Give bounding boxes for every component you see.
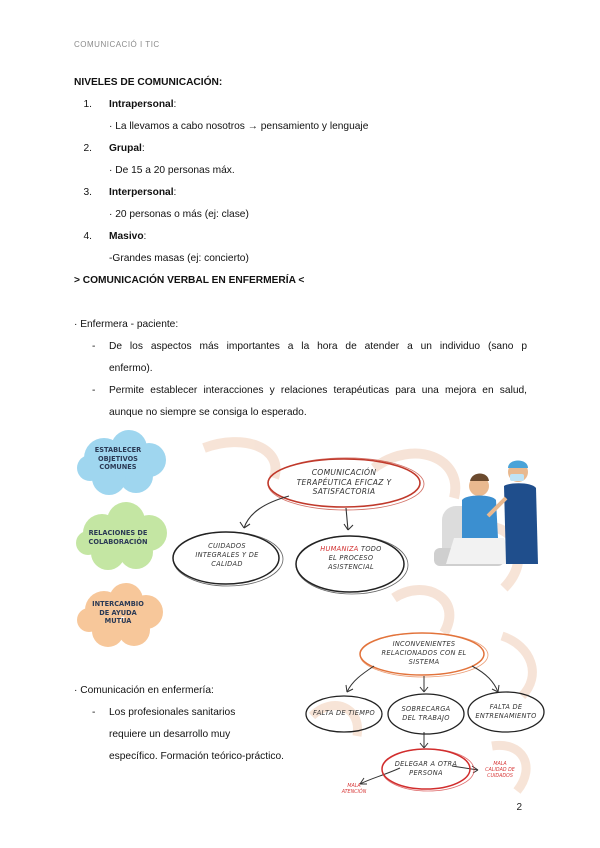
bad-attention-line-2: ATENCIÓN [341, 790, 367, 795]
bad-quality-text [480, 762, 520, 780]
item-lack-time [308, 709, 380, 718]
system-main-text [370, 640, 478, 667]
bad-attention-text [336, 784, 372, 796]
cloud-blue-label [88, 446, 148, 472]
cloud-green-label [84, 529, 152, 546]
level-2-description: · De 15 a 20 personas máx. [109, 165, 235, 176]
bullet-1-dash: - [92, 341, 96, 352]
cloud-orange-line-2: DE AYUDA [99, 608, 137, 617]
system-main-line-2: RELACIONADOS CON EL [381, 649, 467, 657]
delegate-line-1: DELEGAR A OTRA [394, 760, 458, 768]
cloud-orange-line-3: MUTUA [104, 617, 132, 625]
right-node-highlight: HUMANIZA [320, 545, 359, 553]
section-title: > COMUNICACIÓN VERBAL EN ENFERMERÍA < [74, 275, 305, 286]
level-4-colon: : [143, 231, 147, 242]
item-lack-training-line-1: FALTA DE [489, 703, 523, 711]
left-node-line-1: CUIDADOS [208, 542, 246, 550]
right-node-line-1 [306, 545, 396, 554]
item-overload-line-1: SOBRECARGA [401, 705, 451, 713]
system-main-line-1: INCONVENIENTES [392, 640, 456, 648]
system-main-line-3: SISTEMA [408, 658, 440, 666]
cloud-blue-line-2: OBJETIVOS [98, 454, 138, 463]
main-node-line-2: TERAPÉUTICA EFICAZ Y [296, 477, 392, 487]
levels-title: NIVELES DE COMUNICACIÓN: [74, 77, 223, 88]
level-3-number: 3. [83, 187, 92, 198]
left-node-text [186, 542, 268, 569]
level-2-label: Grupal [109, 143, 142, 154]
right-node-text [306, 545, 396, 572]
level-1-heading [109, 98, 176, 111]
level-2-colon: : [141, 143, 145, 154]
bullet-1-line-2: enfermo). [109, 363, 153, 374]
right-node-rest: TODO [358, 545, 382, 553]
bullet-2-line-2: aunque no siempre se consiga lo esperado. [109, 407, 307, 418]
level-1-colon: : [173, 99, 177, 110]
communication-line-2: requiere un desarrollo muy [109, 729, 231, 740]
therapeutic-diagram [74, 428, 544, 648]
level-3-heading [109, 186, 176, 199]
page-number: 2 [516, 802, 522, 813]
system-problems-diagram [302, 626, 546, 800]
main-node-line-1: COMUNICACIÓN [311, 468, 377, 477]
level-2-heading [109, 142, 145, 155]
main-node-line-3: SATISFACTORIA [312, 487, 376, 496]
communication-heading: · Comunicación en enfermería: [74, 685, 214, 696]
item-lack-training [470, 703, 542, 721]
delegate-line-2: PERSONA [409, 769, 443, 777]
bullet-2-line-1: Permite establecer interacciones y relaciones terapéuticas para una mejora en salud, [109, 385, 527, 396]
communication-line-3: específico. Formación teórico-práctico. [109, 751, 284, 762]
bad-attention-line-1: MALA [347, 784, 361, 789]
communication-line-1: Los profesionales sanitarios [109, 707, 236, 718]
cloud-orange-label [88, 600, 148, 626]
cloud-blue-line-1: ESTABLECER [94, 446, 142, 454]
delegate-text [388, 760, 464, 778]
main-node-text [274, 468, 414, 497]
bullet-2-dash: - [92, 385, 96, 396]
right-node-line-3: ASISTENCIAL [328, 563, 374, 571]
level-3-label: Interpersonal [109, 187, 174, 198]
level-4-heading [109, 230, 146, 243]
bad-quality-line-3: CUIDADOS [487, 774, 513, 779]
level-4-label: Masivo [109, 231, 144, 242]
right-node-line-2: EL PROCESO [328, 554, 374, 562]
running-header: COMUNICACIÓ I TIC [74, 40, 160, 49]
bad-quality-line-1: MALA [493, 762, 507, 767]
item-lack-time-line-1: FALTA DE TIEMPO [312, 709, 375, 717]
bullet-1-line-1: De los aspectos más importantes a la hora de atender a un individuo (sano p [109, 341, 527, 352]
communication-dash: - [92, 707, 96, 718]
cloud-green-line-2: COLABORACIÓN [88, 537, 148, 546]
left-node-line-3: CALIDAD [211, 560, 243, 568]
level-1-description: · La llevamos a cabo nosotros → pensamiento y lenguaje [109, 121, 369, 132]
level-4-number: 4. [83, 231, 92, 242]
left-node-line-2: INTEGRALES Y DE [195, 551, 259, 559]
level-1-number: 1. [83, 99, 92, 110]
level-3-description: · 20 personas o más (ej: clase) [109, 209, 249, 220]
level-4-description: -Grandes masas (ej: concierto) [109, 253, 249, 264]
cloud-green-line-1: RELACIONES DE [88, 529, 148, 537]
item-overload [392, 705, 460, 723]
item-overload-line-2: DEL TRABAJO [402, 714, 450, 722]
cloud-blue-line-3: COMUNES [99, 463, 137, 471]
bad-quality-line-2: CALIDAD DE [485, 768, 515, 773]
cloud-orange-line-1: INTERCAMBIO [92, 600, 144, 608]
level-2-number: 2. [83, 143, 92, 154]
level-1-label: Intrapersonal [109, 99, 174, 110]
level-3-colon: : [173, 187, 177, 198]
item-lack-training-line-2: ENTRENAMIENTO [475, 712, 537, 720]
nurse-patient-heading: · Enfermera - paciente: [74, 319, 179, 330]
